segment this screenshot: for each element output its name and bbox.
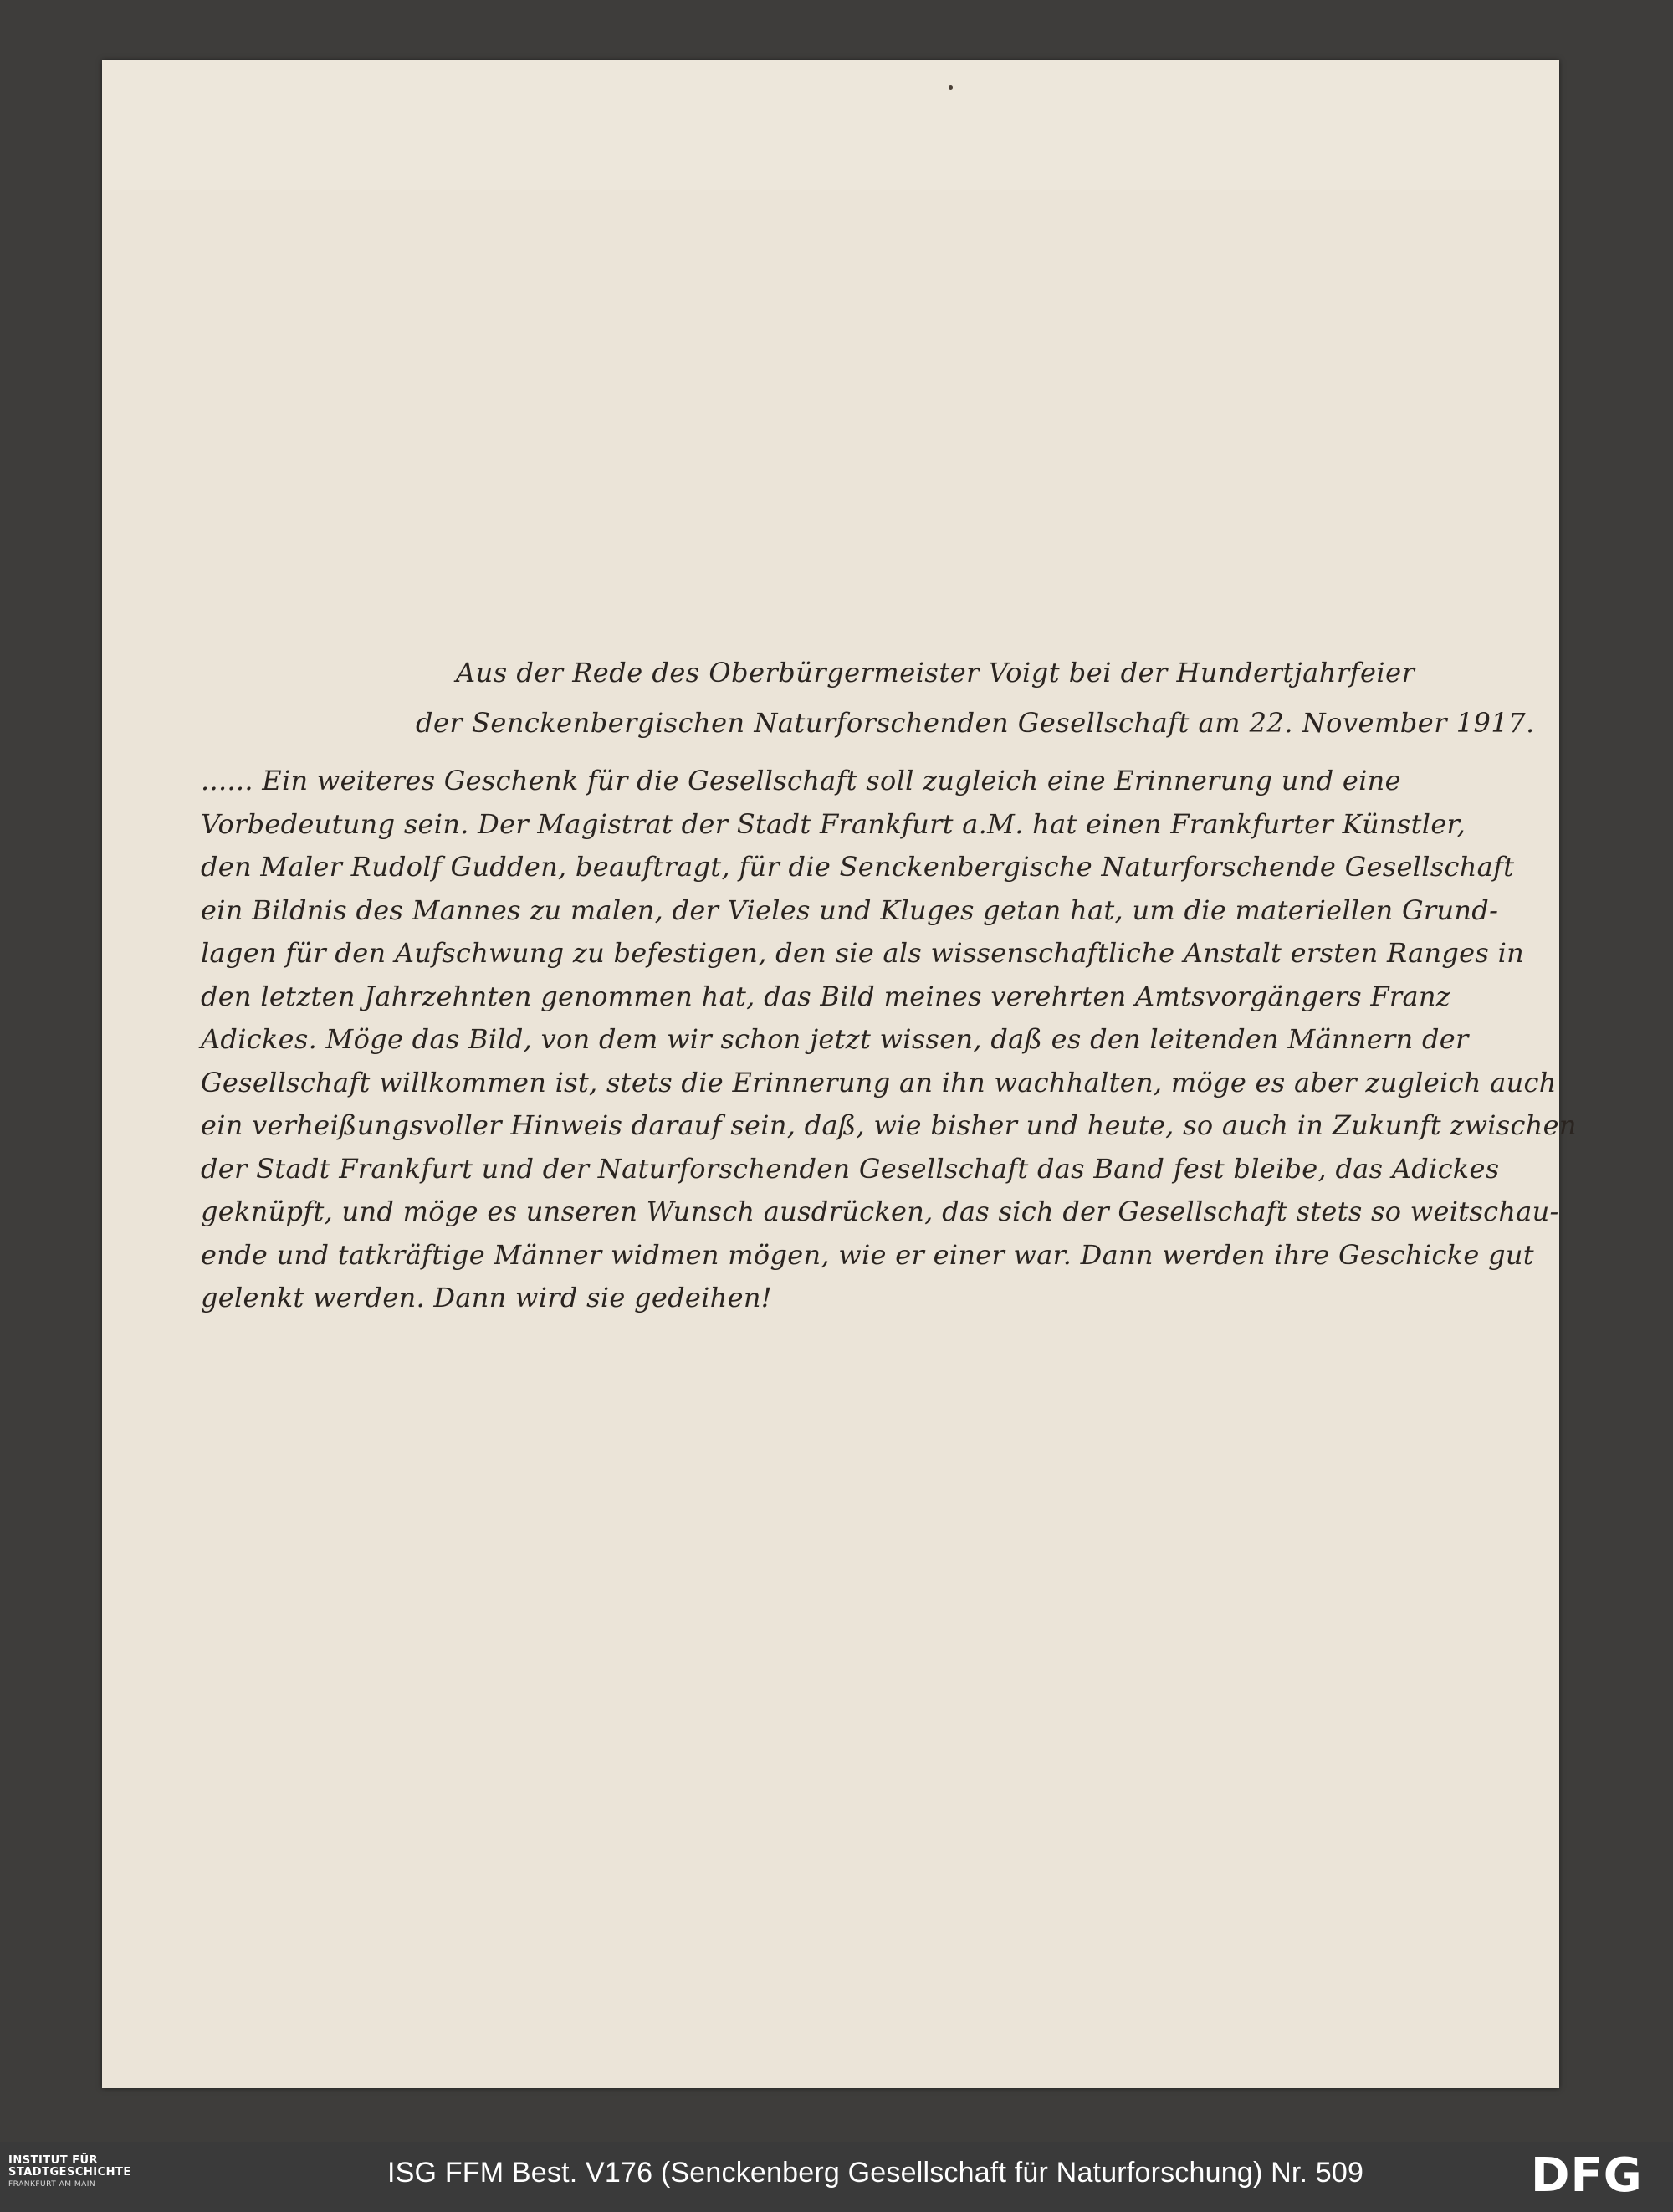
text-line: Adickes. Möge das Bild, von dem wir schon jetzt wissen, daß es den leitenden Männern der [201,1023,1469,1055]
heading-line-1: Aus der Rede des Oberbürgermeister Voigt bei der Hundertjahrfeier [456,657,1415,689]
text-line: ende und tatkräftige Männer widmen mögen, wie er einer war. Dann werden ihre Geschicke gut [201,1238,1534,1271]
text-line: Vorbedeutung sein. Der Magistrat der Stadt Frankfurt a.M. hat einen Frankfurter Künstler, [201,807,1466,840]
paper-ink-dot [949,85,953,90]
institute-logo-line-1: INSTITUT FÜR [8,2154,99,2167]
heading-line-2: der Senckenbergischen Naturforschenden Gesellschaft am 22. November 1917. [416,707,1535,739]
text-line: gelenkt werden. Dann wird sie gedeihen! [201,1282,772,1313]
text-line: ...... Ein weiteres Geschenk für die Gesellschaft soll zugleich eine Erinnerung und eine [201,765,1401,796]
text-line: ein Bildnis des Mannes zu malen, der Vieles und Kluges getan hat, um die materiellen Grund- [201,894,1499,926]
text-line: ein verheißungsvoller Hinweis darauf sein, daß, wie bisher und heute, so auch in Zukunft zwischen [201,1109,1577,1141]
text-line: der Stadt Frankfurt und der Naturforschenden Gesellschaft das Band fest bleibe, das Adickes [201,1152,1500,1185]
institute-logo-line-2: STADTGESCHICHTE [8,2166,131,2179]
dfg-logo: DFG [1531,2148,1643,2203]
text-line: lagen für den Aufschwung zu befestigen, den sie als wissenschaftliche Anstalt ersten Ranges in [201,937,1525,969]
institute-logo-line-3: FRANKFURT AM MAIN [8,2180,96,2189]
text-line: den Maler Rudolf Gudden, beauftragt, für die Senckenbergische Naturforschende Gesellschaft [201,851,1515,883]
text-line: Gesellschaft willkommen ist, stets die Erinnerung an ihn wachhalten, möge es aber zugleich auch [201,1066,1557,1098]
archive-reference-caption: ISG FFM Best. V176 (Senckenberg Gesellschaft für Naturforschung) Nr. 509 [387,2157,1364,2189]
text-line: geknüpft, und möge es unseren Wunsch ausdrücken, das sich der Gesellschaft stets so weitschau- [201,1196,1559,1227]
text-line: den letzten Jahrzehnten genommen hat, das Bild meines verehrten Amtsvorgängers Franz [201,980,1450,1012]
paper-top-band [102,60,1559,190]
institute-logo [8,2155,131,2190]
speech-text [201,760,1577,1320]
